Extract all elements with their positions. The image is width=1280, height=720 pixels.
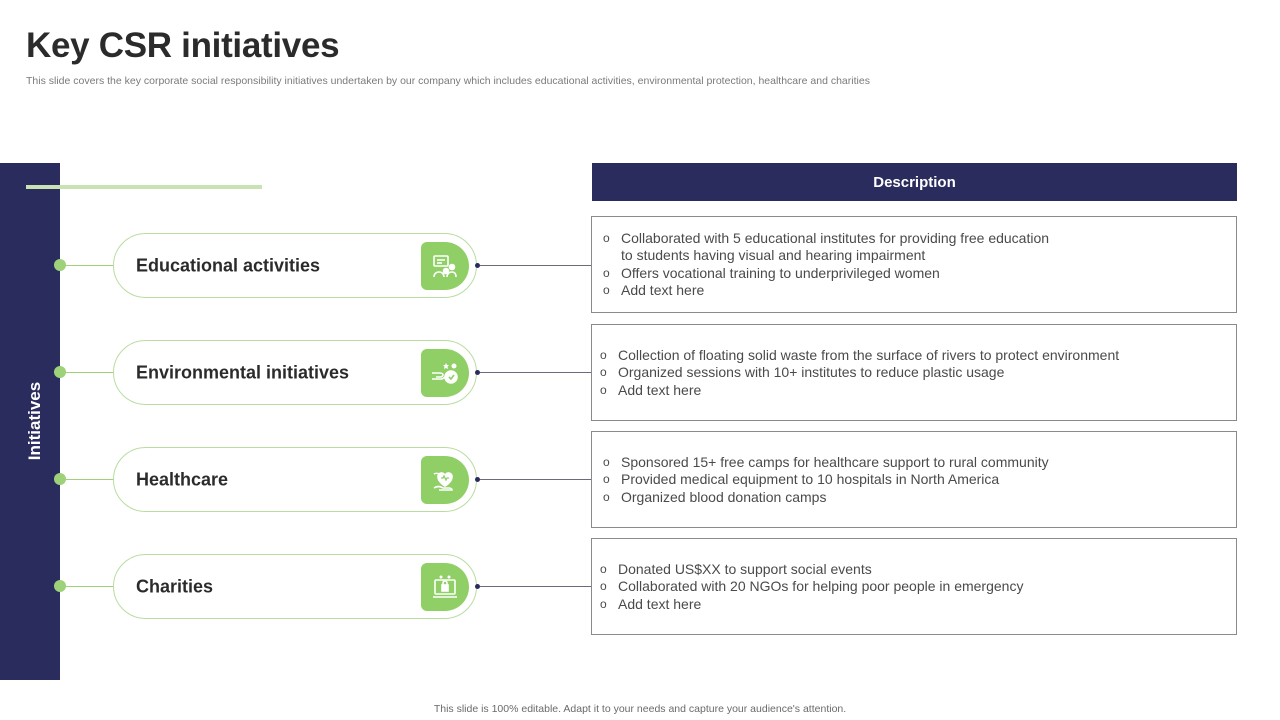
description-header: Description	[592, 163, 1237, 201]
footer-note: This slide is 100% editable. Adapt it to your needs and capture your audience's attention.	[433, 703, 847, 715]
page-title: Key CSR initiatives	[26, 26, 340, 65]
description-item: o Offers vocational training to underprivileged women	[603, 265, 1053, 283]
description-item: o Collaborated with 5 educational institutes for providing free education to students having visual and hearing impairment	[603, 230, 1053, 265]
connector-line	[480, 586, 592, 587]
initiative-card-educational	[113, 233, 477, 298]
connector-line	[480, 372, 592, 373]
accent-line	[26, 185, 262, 189]
environment-icon	[421, 349, 469, 397]
charity-icon	[421, 563, 469, 611]
side-label: Initiatives	[25, 381, 44, 461]
description-item: o Collaborated with 20 NGOs for helping poor people in emergency	[600, 578, 1200, 596]
healthcare-icon	[421, 456, 469, 504]
description-item: o Add text here	[600, 595, 1200, 613]
initiative-label: Environmental initiatives	[136, 362, 350, 382]
initiative-card-charities	[113, 554, 477, 619]
education-icon	[421, 242, 469, 290]
initiative-card-healthcare	[113, 447, 477, 512]
description-item: o Donated US$XX to support social events	[600, 560, 1200, 578]
initiative-label: Charities	[136, 576, 214, 596]
description-item: o Organized blood donation camps	[603, 488, 1203, 506]
connector-line	[480, 479, 592, 480]
initiative-label: Educational activities	[136, 255, 321, 275]
page-subtitle: This slide covers the key corporate social responsibility initiatives undertaken by our company which includes educational activities, environmental protection, healthcare and charities	[26, 75, 870, 87]
row-marker-line	[64, 586, 114, 587]
connector-line	[480, 265, 592, 266]
description-item: o Collection of floating solid waste from the surface of rivers to protect environment	[600, 346, 1230, 364]
description-box-charities	[591, 538, 1237, 635]
row-marker-line	[64, 265, 114, 266]
description-box-environmental	[591, 324, 1237, 421]
row-marker-line	[64, 372, 114, 373]
description-box-healthcare	[591, 431, 1237, 528]
description-item: o Provided medical equipment to 10 hospitals in North America	[603, 471, 1203, 489]
description-item: o Sponsored 15+ free camps for healthcare support to rural community	[603, 453, 1203, 471]
initiative-label: Healthcare	[136, 469, 229, 489]
initiative-card-environmental	[113, 340, 477, 405]
description-box-educational	[591, 216, 1237, 313]
row-marker-line	[64, 479, 114, 480]
description-item: o Add text here	[603, 282, 1053, 300]
description-item: o Add text here	[600, 381, 1230, 399]
description-item: o Organized sessions with 10+ institutes to reduce plastic usage	[600, 364, 1230, 382]
